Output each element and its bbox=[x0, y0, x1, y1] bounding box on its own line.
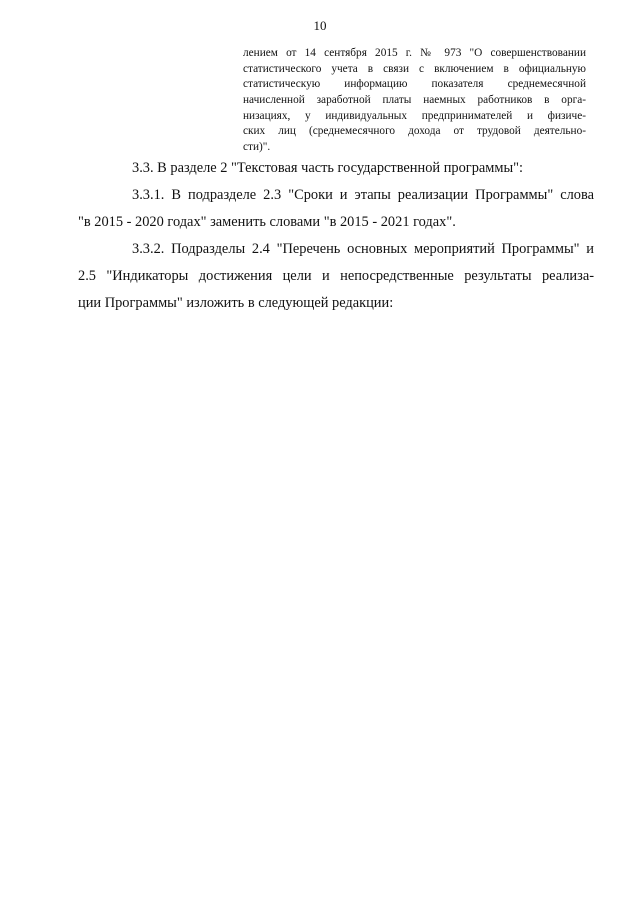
footnote-block bbox=[243, 46, 586, 156]
footnote-line: низациях, у индивидуальных предпринимателей и физиче- bbox=[243, 109, 586, 122]
body-text bbox=[78, 155, 594, 317]
footnote-line: статистическую информацию показателя среднемесячной bbox=[243, 78, 586, 91]
paragraph-3-3-1: 3.3.1. В подразделе 2.3 "Сроки и этапы реализации Программы" слова bbox=[132, 187, 594, 203]
footnote-line: статистического учета в связи с включением в официальную bbox=[243, 62, 586, 75]
footnote-line: лением от 14 сентября 2015 г. № 973 "О совершенствовании bbox=[243, 47, 586, 59]
footnote-line: ских лиц (среднемесячного дохода от трудовой деятельно- bbox=[243, 125, 586, 138]
paragraph-3-3-2-end: ции Программы" изложить в следующей редакции: bbox=[78, 295, 394, 311]
paragraph-3-3-2-continued: 2.5 "Индикаторы достижения цели и непосредственные результаты реализа- bbox=[78, 268, 594, 284]
page-number: 10 bbox=[313, 18, 327, 33]
paragraph-3-3: 3.3. В разделе 2 "Текстовая часть государственной программы": bbox=[132, 160, 524, 176]
footnote-line: начисленной заработной платы наемных работников в орга- bbox=[243, 94, 586, 107]
paragraph-3-3-1-continued: "в 2015 - 2020 годах" заменить словами "в 2015 - 2021 годах". bbox=[78, 214, 456, 230]
paragraph-3-3-2: 3.3.2. Подразделы 2.4 "Перечень основных мероприятий Программы" и bbox=[132, 241, 594, 257]
footnote-line: сти)". bbox=[243, 141, 271, 154]
